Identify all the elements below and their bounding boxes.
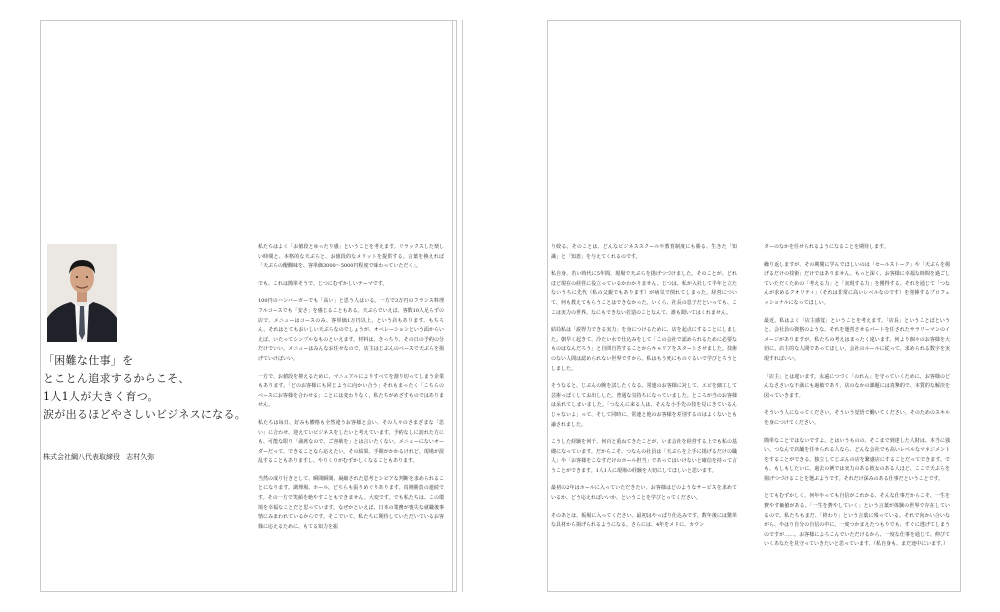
paragraph: 一方で、お値段を抑えるために、マニュアルによりすべてを割り切ってしまう企業もあります。「どのお客様にも同じように向かい合う」それもまったく「こちらのペースにお客様を合わせる」ことには変わりなく、私たちがめざすものではありません。 [258, 373, 444, 409]
paragraph: でも、これは簡単そうで、じつにむずかしいテーマです。 [258, 280, 388, 287]
paragraph: 簡単なことではないですよ。とはいうものの、そこまで到達した人財は、本当に強い。つなんで店舗を任せられる人なら、どんな会社でも高いレベルなマネジメントをすることができる。独立してじぶんの店を繁盛店にすることだってできます。でも、もしもしたいに、過去の例では実力のある彼女のある人ほど、ここで天ぷらを揚げつづけることを選ぶようです。それだけ深みのある仕事だということです。 [764, 437, 950, 482]
paragraph: 最近、私はよく「店主感覚」ということを考えます。「店長」ということばというと、会社員の資格のような、それを運営させるパートを任されたサラリーマンのイメージがありますが、私たちの考えはまったく違います。何より個々のお客様を大切に。店主的な人間であってほしい。会社のルールに従って、求められる数字を実現すればいい。 [764, 317, 950, 362]
headline-line: 「困難な仕事」を [43, 354, 134, 367]
headline-line: 1人1人が大きく育つ。 [43, 390, 159, 403]
body-column-3 [764, 243, 950, 601]
gutter-line-right [462, 20, 463, 592]
paragraph: り絞る、そのことは、どんなビジネススクールや教育制度にも勝る、生きた「知識」と「知恵」を与えてくれるのです。 [551, 244, 737, 260]
gutter-line-left [452, 20, 453, 592]
paragraph: 私たちはよく「お値段とゆったり感」ということを考えます。リラックスした楽しい時間と、本格的な天ぷらと、お値段的なメリットを提供する。言葉を換えれば「天ぷらの醍醐味を、客単価3000～5000円程度で味わっていただく」。 [258, 244, 444, 270]
paragraph: 当然の成り行きとして、瞬間瞬間、凝縮された思考とシビアな判断を求められることになります。調理場、ホール、どちらも張りめぐりあります。真剣勝負の連続です。その一方で笑顔を絶やすこともできません。大変です。でも私たちは、この環境を幸福なことだと思っています。なぜかといえば、日本の業務が喪失な就職後事情にみまわれているからです。そこでいて、私たちに期待していただいているお客様に応えるために、もてる知力を振 [258, 475, 444, 530]
byline-name: 志村久弥 [126, 453, 155, 461]
byline [43, 452, 154, 462]
paragraph: 最初の2年はホールに入っていただきたい。お客様はどのようなサービスを求めているか、どう応えればいいか、ということを学びとってください。 [551, 485, 737, 502]
paragraph: 私自身、若い時代に5年間、現場で天ぷらを揚げつづけました。そのことが、どれほど現在の経営に役立っているかわかりません。じつは、私が入社して半年と立たないうちに先代（私の父親でもあります）が病気で倒れてしまった。経営について、何も教えてもらうことはできなかった。いくら、社長の息子だといっても、ここは実力の世界。なにもできない若造のことなんて、誰も聞いてはくれません。 [551, 271, 737, 316]
paragraph: そのあとは、板場に入ってください。最初はやっぱり仕込みです。数年後には驚単な具材から揚げられるようになる。さらには、4年をメドに、カウン [551, 512, 737, 529]
headline [43, 352, 247, 424]
paragraph: 「店主」とは違います。永遠につづく「のれん」を守っていくために、お客様のどんなささいな不満にも過敏であり、店のなかの課題には真摯的で、本質的な解決を図っていきます。 [764, 373, 950, 399]
paragraph: 私たちは毎日、好みも體格も全然違うお客様と会い、その人々のさまざまな「思い」に合わせ、迎えていビジネスをしたいと考えています。予約なしに訪れた方にも、可能な限り「満席なので、ご容赦を」とは言いたくない。メニューにないオーダーだって、できることなら応えたい。その結果、手間がかかるけれど、現場が混乱することもありますし、やりくりがむずかしくなることもあります。 [258, 419, 444, 465]
paragraph: 結局私は「説得力できる実力」を身につけるために、店を起点にすることにしました。朝早く起きて、冷たい水で仕込みをして「この会社で認められるために必要なものはなんだろう」と自問自答することからキャリアをスタートさせました。技術のない人間は認められない世界ですから、私はもう死にものぐるいで学びとろうとしました。 [551, 327, 737, 372]
paragraph: そういう人になってください。そういう覚悟で働いてください。そのためのスキルを身につけてください。 [764, 410, 950, 426]
paragraph: こうした経験を何千、何百と重ねてきたことが、いま会社を経営する上でも私の基礎になっています。だからこそ、つなんの社員は「天ぷらを上手に揚げるだけの職人」や「お客様をこなすだけのホール担当」であってはいけないと確信を持って言うことができます。1人1人に現場の経験を大切にしてほしいと思います。 [551, 439, 737, 474]
headline-line: とことん追求するからこそ、 [43, 372, 190, 385]
paragraph: そうなると、じぶんの腕を試したくなる。常連のお客様に対して、エビを細工して芸術っぽくしてお出しした。普通な気持ちになっていました。ところが当のお客様は呆れてしまいました。「つなんに来る人は、そんな小手先の技を見にきているんじゃないよ」って、そして同時に、常連と他のお客様を差別するのはよくないとも諭されました。 [551, 383, 737, 428]
paragraph: 繰り返しますが、その期間に学んでほしいのは「セールストーク」や「天ぷらを揚げるだけの技術」だけではありません。もっと深く、お客様に幸福な時間を過ごしていただくための「考える力」と「実現する力」を獲得する。それを通じて「つなんが求めるクオリティ」（それは非常に高いレベルなのです）を発揮するプロフェッショナルになってほしい。 [764, 261, 950, 306]
portrait-illustration [47, 244, 117, 342]
paragraph: 100円のハンバーガーでも「高い」と思う人はいる。一方で3万円のフランス料理フルコースでも「安さ」を感じることもある。天ぷらでいえば、客数10人足らずの店で、メニューはコースのみ、客単価1万円以上、という店もあります。もちろん、それはとてもおいしい天ぷらなのでしょうが、オペレーションという面からいえば、いたってシンプルなものといえます。材料は、きっちり、その日の予約の分だけでいい。メニューはみんなお任せなので、店主はじぶんのペースで天ぷらを揚げていけばいい。 [258, 298, 444, 362]
paragraph: とてもむずかしく、何年やっても自信がこれかる、そんな仕事だからこそ、一生を費やす価値がある。「一生を費やしていく」という言葉が体験の世界で存在しているので。私たちもまだ、「終わり」という言葉に残っている。それで向かい合いながら、やはり自分の自信の中に、一度つかまえたつもりでも、すぐに逃げてしまうのですが……。お客様によろこんでいただけるから、一度な仕事を通じて、伸びていくあなたを見守っていきたいと思っています。（私自身も、まだ途中にいます。） [764, 493, 950, 548]
body-column-2 [551, 243, 737, 601]
byline-company: 株式会社綱八代表取締役 [43, 453, 120, 461]
portrait-photo [47, 244, 117, 342]
paragraph: ターのなかを任せられるようになることを期待します。 [764, 244, 889, 250]
body-column-1 [258, 243, 444, 601]
headline-line: 涙が出るほどやさしいビジネスになる。 [43, 408, 247, 421]
